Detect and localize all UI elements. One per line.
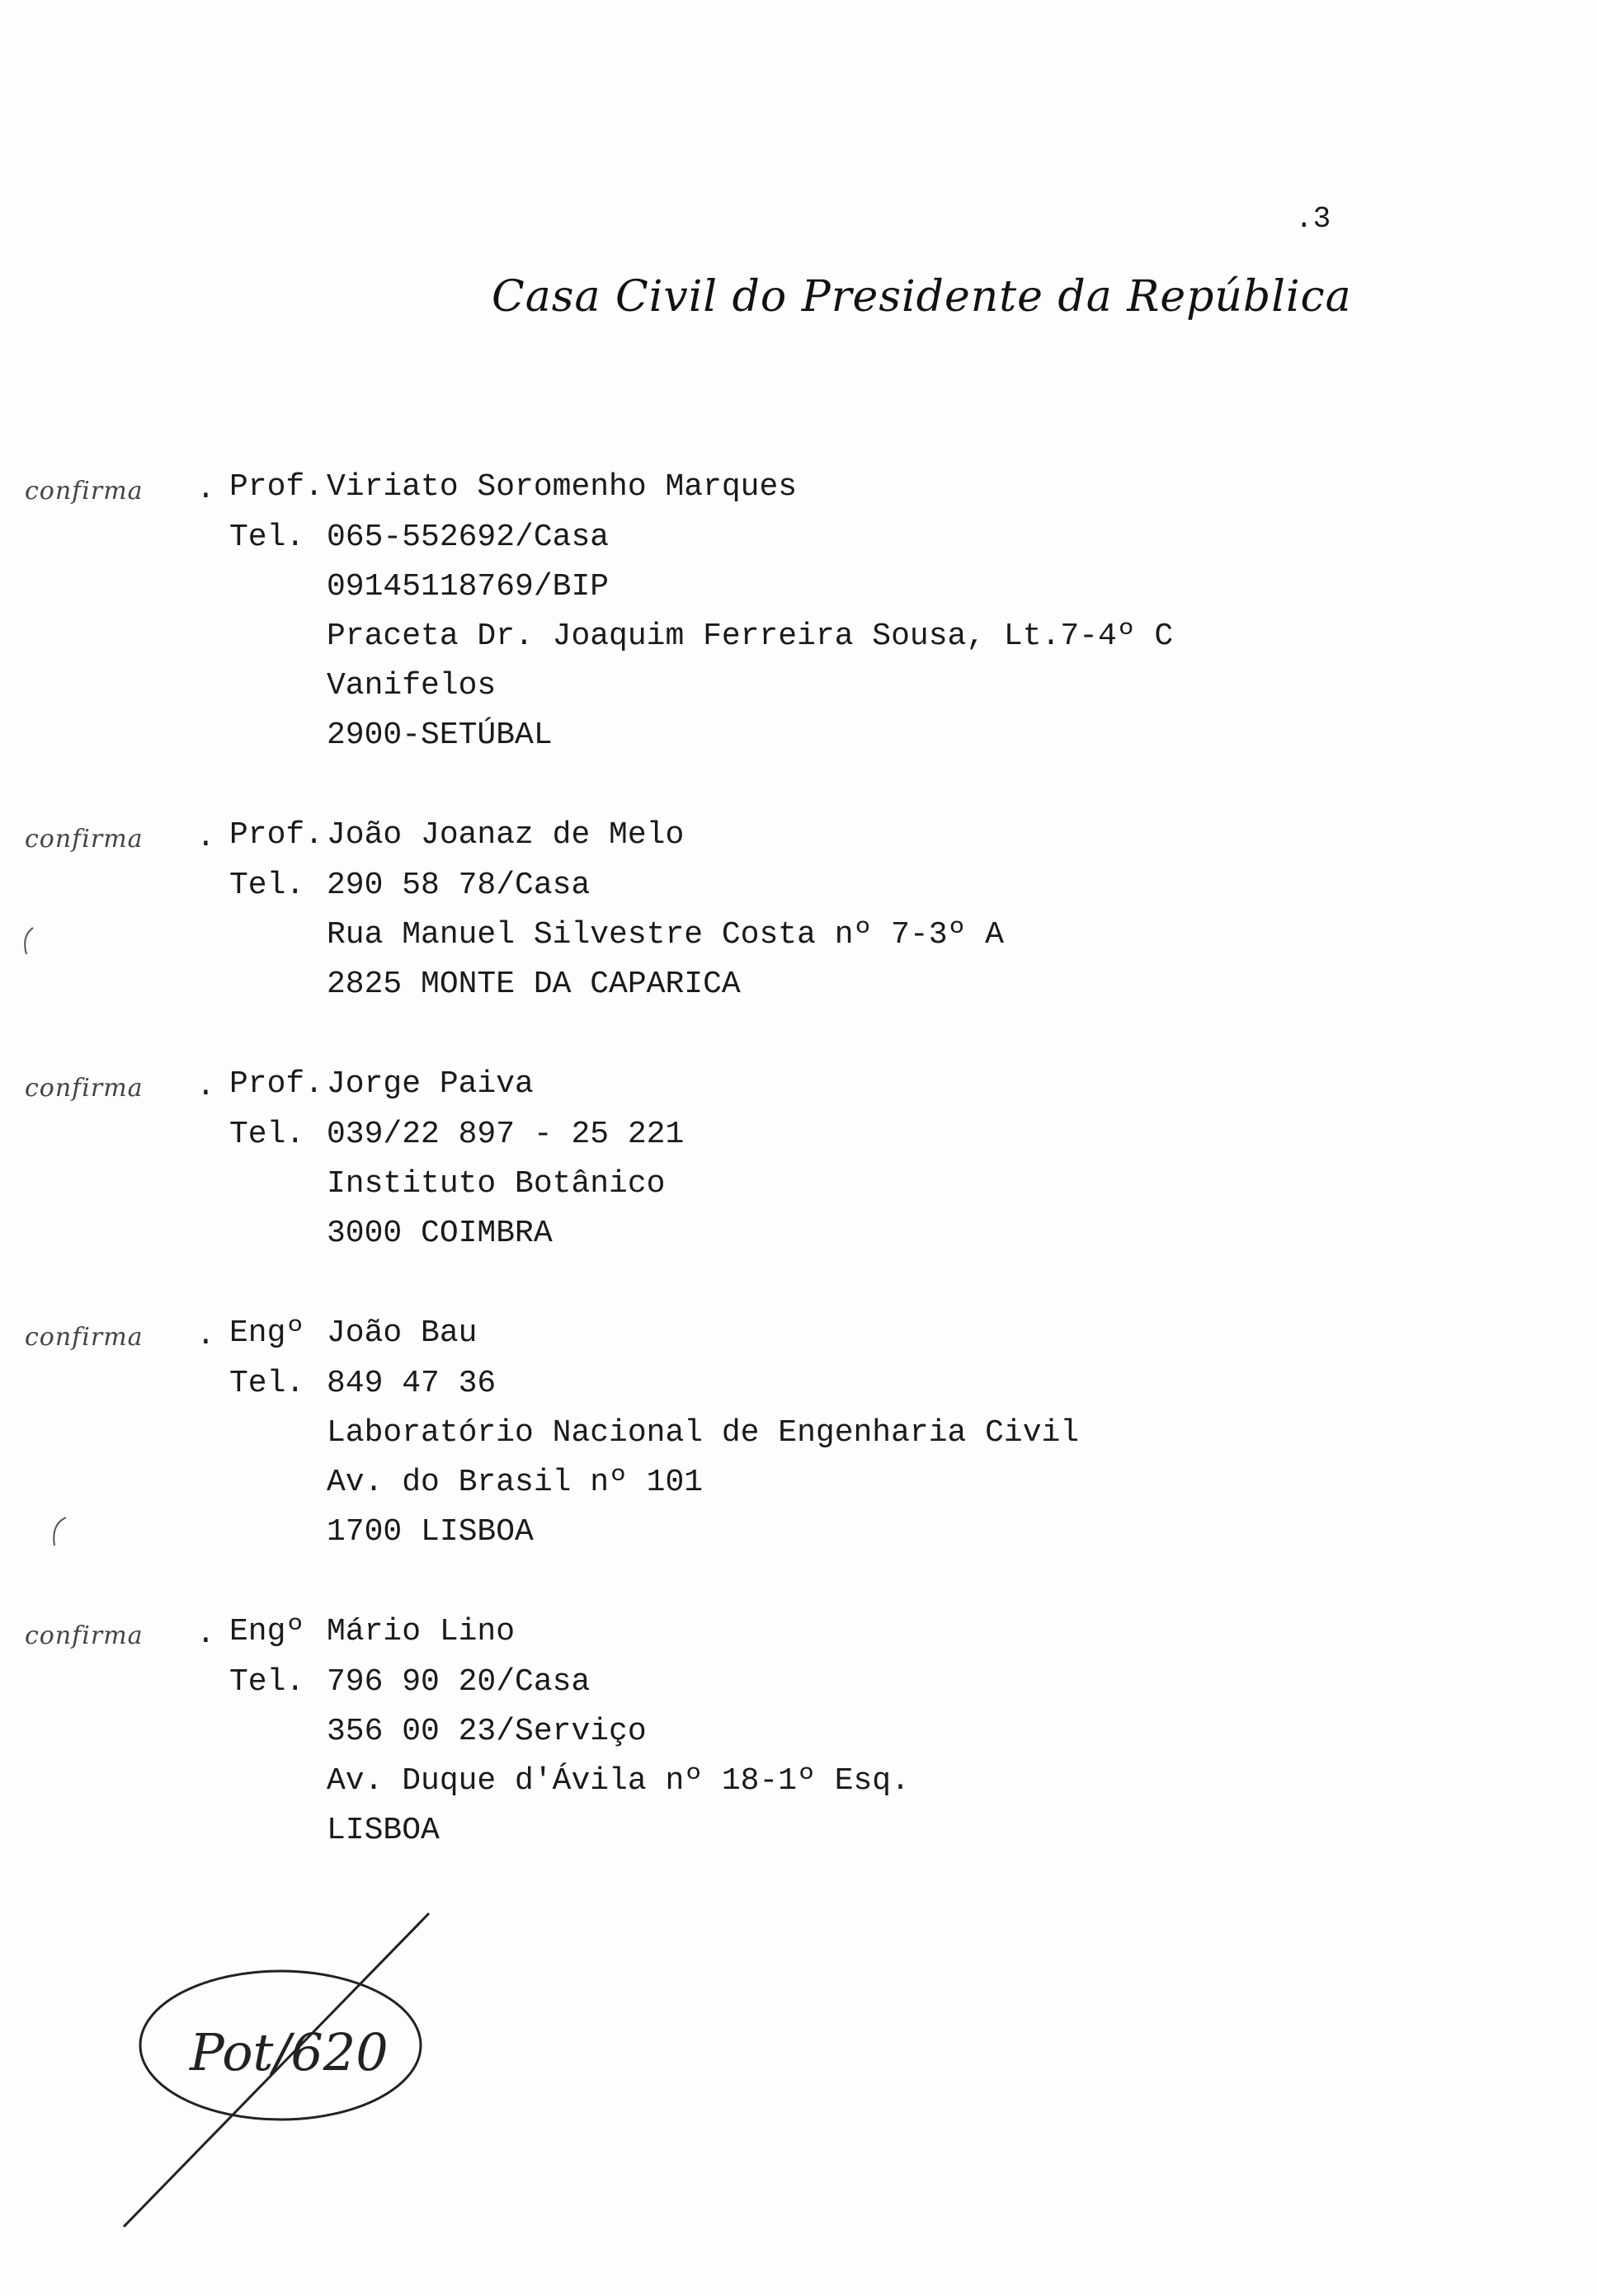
tel-label: Tel.	[229, 1117, 305, 1152]
contact-line: Rua Manuel Silvestre Costa nº 7-3º A	[327, 917, 1004, 953]
contact-line: Instituto Botânico	[327, 1166, 666, 1202]
bullet: .	[196, 472, 215, 507]
contact-line: 065-552692/Casa	[327, 520, 610, 555]
name-label: Prof.	[229, 817, 324, 853]
contact-name: Jorge Paiva	[327, 1066, 534, 1102]
contact-name: João Bau	[327, 1315, 478, 1351]
contact-line: LISBOA	[327, 1813, 440, 1848]
margin-note: confirma	[25, 477, 144, 506]
contact-line: 3000 COIMBRA	[327, 1216, 553, 1251]
contact-line: 290 58 78/Casa	[327, 868, 591, 903]
margin-note: confirma	[25, 1074, 144, 1103]
page-number: .3	[1295, 202, 1331, 236]
contact-line: Praceta Dr. Joaquim Ferreira Sousa, Lt.7-4º C	[327, 619, 1174, 654]
contact-name: Viriato Soromenho Marques	[327, 469, 798, 505]
contact-line: Av. do Brasil nº 101	[327, 1465, 704, 1500]
contact-line: Av. Duque d'Ávila nº 18-1º Esq.	[327, 1763, 910, 1799]
tel-label: Tel.	[229, 1664, 305, 1700]
contact-line: 2825 MONTE DA CAPARICA	[327, 967, 741, 1002]
contact-line: 1700 LISBOA	[327, 1514, 534, 1550]
contact-name: João Joanaz de Melo	[327, 817, 685, 853]
tel-label: Tel.	[229, 520, 305, 555]
bullet: .	[196, 1616, 215, 1652]
name-label: Prof.	[229, 469, 324, 505]
bullet: .	[196, 820, 215, 855]
contact-line: 849 47 36	[327, 1366, 497, 1401]
tel-label: Tel.	[229, 868, 305, 903]
margin-note: confirma	[25, 1323, 144, 1352]
contact-line: 039/22 897 - 25 221	[327, 1117, 685, 1152]
bullet: .	[196, 1318, 215, 1353]
contact-name: Mário Lino	[327, 1614, 516, 1649]
margin-note: confirma	[25, 825, 144, 854]
letterhead: Casa Civil do Presidente da República	[492, 272, 1352, 322]
pen-mark	[54, 1517, 66, 1546]
margin-note: confirma	[25, 1621, 144, 1650]
name-label: Engº	[229, 1614, 305, 1649]
bullet: .	[196, 1069, 215, 1104]
name-label: Engº	[229, 1315, 305, 1351]
name-label: Prof.	[229, 1066, 324, 1102]
tel-label: Tel.	[229, 1366, 305, 1401]
pen-mark	[25, 928, 33, 954]
contact-line: Laboratório Nacional de Engenharia Civil	[327, 1415, 1080, 1451]
contact-line: 356 00 23/Serviço	[327, 1714, 647, 1749]
contact-line: 2900-SETÚBAL	[327, 718, 553, 753]
contact-line: 796 90 20/Casa	[327, 1664, 591, 1700]
contact-line: 09145118769/BIP	[327, 569, 610, 605]
contact-line: Vanifelos	[327, 668, 497, 703]
stamp-text: Pot/620	[190, 2022, 389, 2082]
